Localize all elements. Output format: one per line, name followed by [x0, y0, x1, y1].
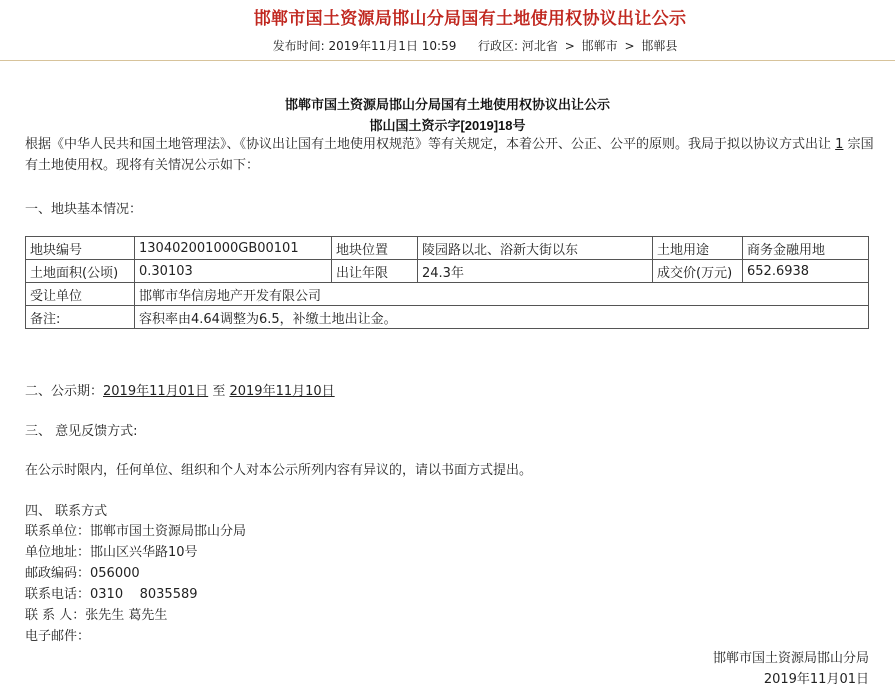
- table-cell: 24.3年: [418, 260, 653, 283]
- section-3-heading: 三、 意见反馈方式:: [25, 424, 138, 439]
- breadcrumb-city[interactable]: 邯郸市: [581, 39, 618, 53]
- table-cell: 备注:: [26, 306, 135, 329]
- breadcrumb-county[interactable]: 邯郸县: [641, 39, 678, 53]
- publish-time: 2019年11月1日 10:59: [328, 39, 457, 53]
- table-row: [26, 283, 869, 306]
- table-cell: 地块编号: [26, 237, 135, 260]
- table-cell: 邯郸市华信房地产开发有限公司: [135, 283, 869, 306]
- table-cell: 地块位置: [332, 237, 418, 260]
- table-row: [26, 237, 869, 260]
- table-cell: 陵园路以北、浴新大街以东: [418, 237, 653, 260]
- plot-table: [25, 236, 869, 329]
- meta-bar: [0, 37, 895, 54]
- contact-phone: 联系电话：0310 8035589: [25, 587, 198, 602]
- breadcrumb-province[interactable]: 河北省: [521, 39, 558, 53]
- table-row: [26, 306, 869, 329]
- contact-person: 联 系 人：张先生 葛先生: [25, 608, 168, 623]
- breadcrumb: [522, 39, 677, 53]
- table-cell: 出让年限: [332, 260, 418, 283]
- notice-number: 邯山国土资示字[2019]18号: [369, 118, 526, 133]
- table-row: [26, 260, 869, 283]
- breadcrumb-separator: >: [624, 39, 635, 53]
- intro-paragraph: 根据《中华人民共和国土地管理法》、《协议出让国有土地使用权规范》等有关规定，本着公开、公正、公平的原则。我局于拟以协议方式出让 1 宗国有土地使用权。现将有关情况公示如下：: [25, 137, 874, 173]
- contact-unit: 联系单位：邯郸市国土资源局邯山分局: [25, 524, 247, 539]
- contact-postcode: 邮政编码：056000: [25, 566, 140, 581]
- table-cell: 容积率由4.64调整为6.5，补缴土地出让金。: [135, 306, 869, 329]
- signature-date: 2019年11月01日: [763, 672, 869, 687]
- notice-title: 邯郸市国土资源局邯山分局国有土地使用权协议出让公示: [284, 97, 610, 112]
- table-cell: 土地面积(公顷): [26, 260, 135, 283]
- table-cell: 130402001000GB00101: [135, 237, 332, 260]
- contact-address: 单位地址：邯山区兴华路10号: [25, 545, 198, 560]
- section-4-heading: 四、 联系方式: [25, 504, 108, 519]
- contact-email: 电子邮件：: [25, 629, 91, 644]
- period-start: 2019年11月01日: [103, 384, 209, 399]
- section-2-period: 二、公示期：2019年11月01日 至 2019年11月10日: [25, 384, 335, 399]
- period-end: 2019年11月10日: [229, 384, 335, 399]
- table-cell: 受让单位: [26, 283, 135, 306]
- page-title: 邯郸市国土资源局邯山分局国有土地使用权协议出让公示: [253, 9, 687, 29]
- table-cell: 成交价(万元): [653, 260, 743, 283]
- table-cell: 商务金融用地: [743, 237, 869, 260]
- feedback-text: 在公示时限内，任何单位、组织和个人对本公示所列内容有异议的，请以书面方式提出。: [25, 463, 533, 478]
- breadcrumb-separator: >: [564, 39, 575, 53]
- publish-label: 发布时间:: [272, 39, 325, 53]
- signature-org: 邯郸市国土资源局邯山分局: [712, 651, 869, 666]
- region-label: 行政区:: [478, 39, 519, 53]
- section-1-heading: 一、地块基本情况：: [25, 202, 143, 217]
- intro-count: 1: [835, 137, 844, 152]
- table-cell: 土地用途: [653, 237, 743, 260]
- table-cell: 0.30103: [135, 260, 332, 283]
- header-divider: [0, 60, 895, 61]
- table-cell: 652.6938: [743, 260, 869, 283]
